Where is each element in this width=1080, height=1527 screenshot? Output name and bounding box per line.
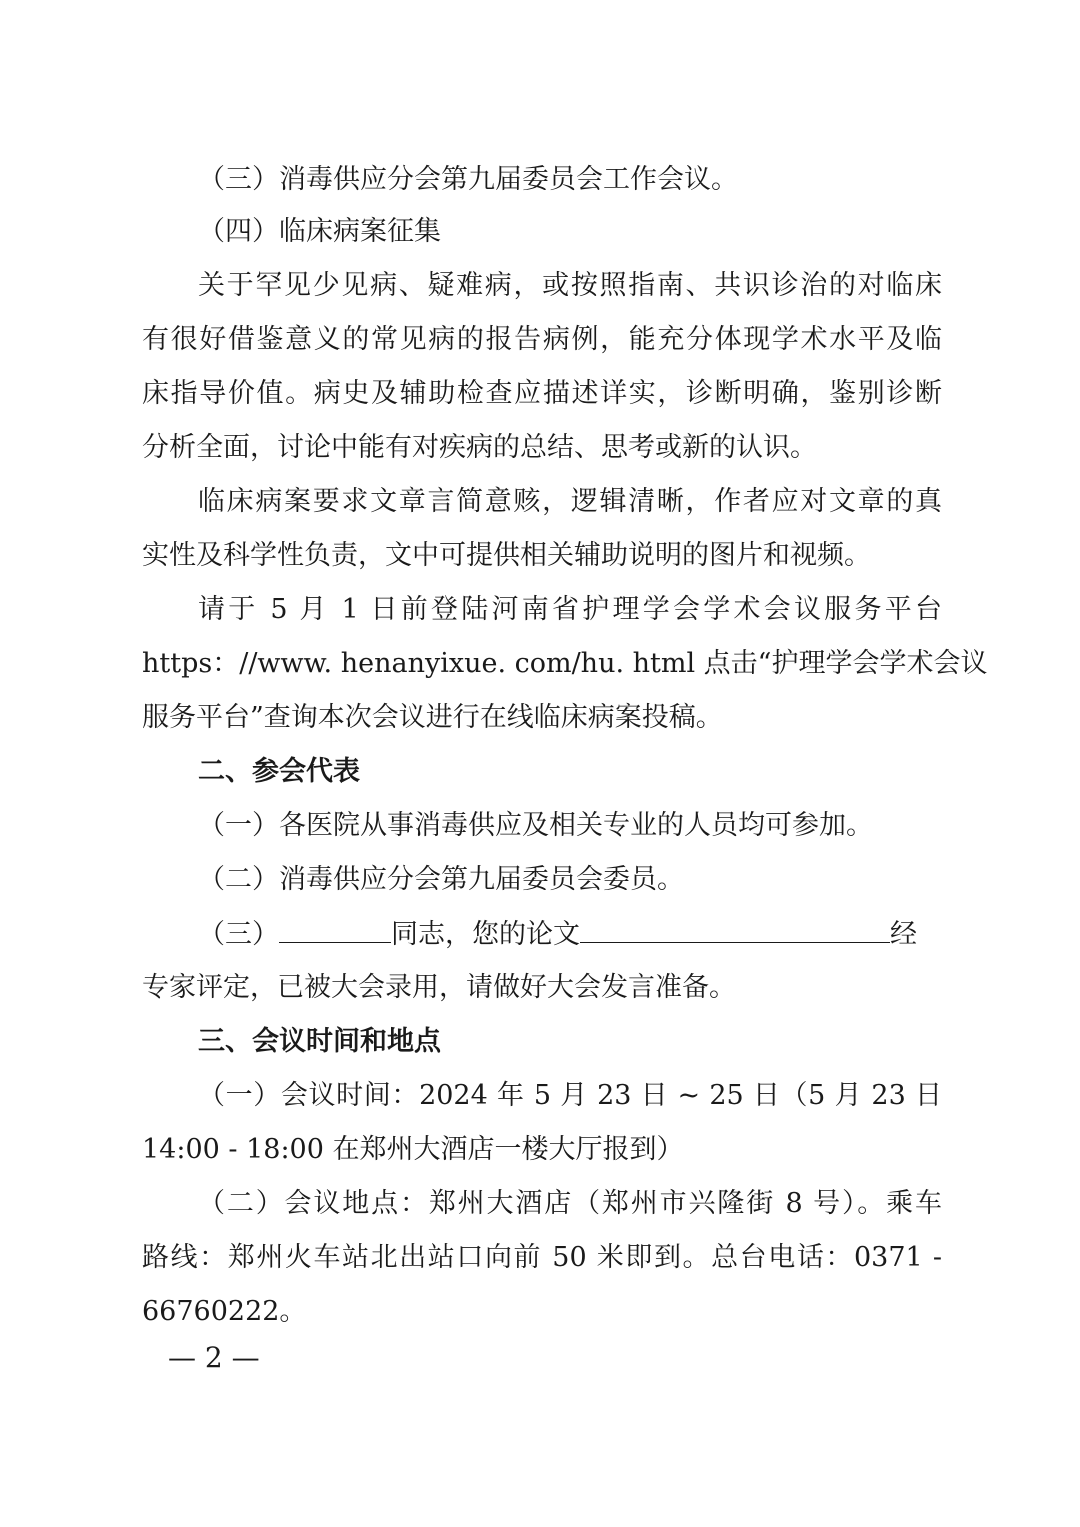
list-item: （一）各医院从事消毒供应及相关专业的人员均可参加。 [198,810,873,841]
item-middle-text: 同志，您的论文 [391,919,580,950]
paper-title-blank [580,914,890,943]
page-number: — 2 — [168,1341,260,1374]
paragraph-line: 床指导价值。病史及辅助检查应描述详实，诊断明确，鉴别诊断 [142,378,942,409]
paragraph-line: 有很好借鉴意义的常见病的报告病例，能充分体现学术水平及临 [142,324,942,355]
registration-line: 14:00 - 18:00 在郑州大酒店一楼大厅报到） [142,1134,684,1165]
paragraph-line: 请于 5 月 1 日前登陆河南省护理学会学术会议服务平台 [198,594,942,625]
paragraph-line: 实性及科学性负责，文中可提供相关辅助说明的图片和视频。 [142,540,871,571]
paragraph-line: 临床病案要求文章言简意赅，逻辑清晰，作者应对文章的真 [198,486,942,517]
meeting-place-line: （二）会议地点：郑州大酒店（郑州市兴隆街 8 号）。乘车 [198,1188,942,1219]
paragraph-line: 专家评定，已被大会录用，请做好大会发言准备。 [142,972,736,1003]
name-blank [279,914,391,943]
item-suffix: 经 [890,919,917,950]
item-4-case-collection: （四）临床病案征集 [198,216,441,247]
section-heading-time-place: 三、会议时间和地点 [198,1026,441,1057]
phone-line: 66760222。 [142,1296,307,1327]
item-prefix: （三） [198,919,279,950]
paragraph-line: 服务平台”查询本次会议进行在线临床病案投稿。 [142,702,723,733]
paragraph-line: 关于罕见少见病、疑难病，或按照指南、共识诊治的对临床 [198,270,942,301]
url-line: https：//www. henanyixue. com/hu. html 点击“护理学会学术会议 [142,648,988,679]
paragraph-line: 分析全面，讨论中能有对疾病的总结、思考或新的认识。 [142,432,817,463]
meeting-time-line: （一）会议时间：2024 年 5 月 23 日 ~ 25 日（5 月 23 日 [198,1080,942,1111]
list-item: （二）消毒供应分会第九届委员会委员。 [198,864,684,895]
item-3-meeting: （三）消毒供应分会第九届委员会工作会议。 [198,164,738,195]
section-heading-attendees: 二、参会代表 [198,756,360,787]
fill-in-line [198,914,942,955]
route-line: 路线：郑州火车站北出站口向前 50 米即到。总台电话：0371 - [142,1242,942,1273]
